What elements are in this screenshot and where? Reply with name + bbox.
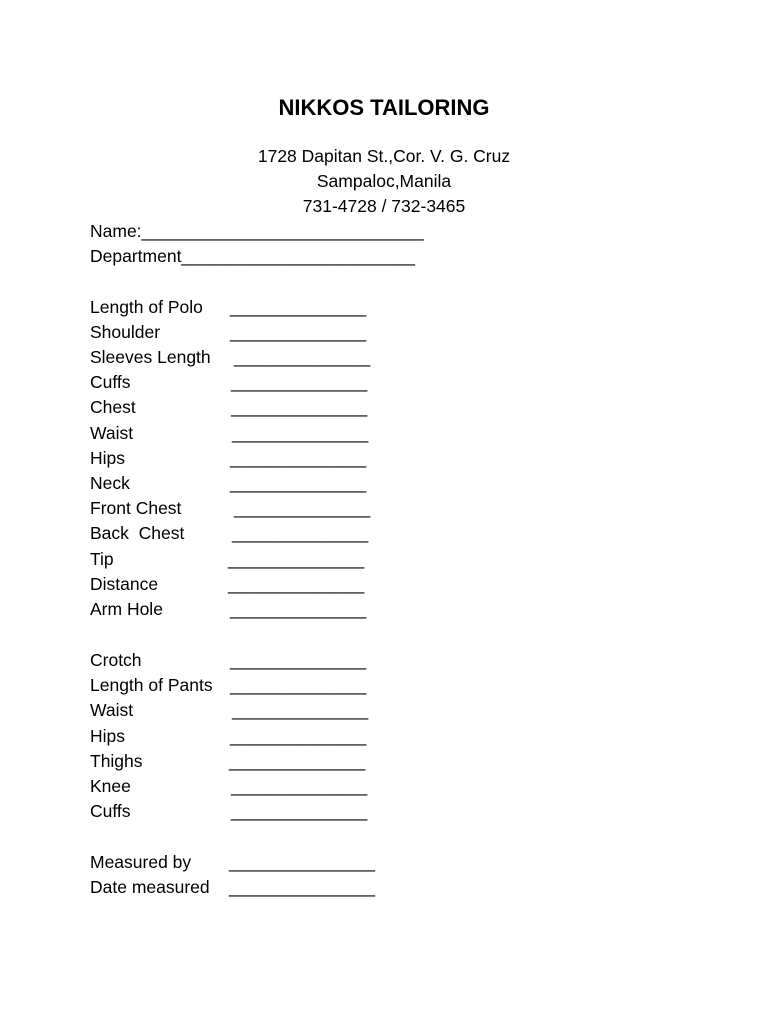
- field-label: Waist: [90, 423, 134, 443]
- entry-blank[interactable]: ______________: [231, 801, 368, 821]
- entry-blank[interactable]: ______________: [234, 498, 371, 518]
- entry-blank[interactable]: _______________: [229, 852, 375, 872]
- field-label: Arm Hole: [90, 599, 163, 619]
- entry-blank[interactable]: ______________: [230, 675, 367, 695]
- field-label: Thighs: [90, 751, 143, 771]
- field-label: Back Chest: [90, 523, 185, 543]
- field-label: Knee: [90, 776, 131, 796]
- field-label: Hips: [90, 726, 126, 746]
- field-label: Cuffs: [90, 801, 131, 821]
- entry-blank[interactable]: ______________: [229, 751, 366, 771]
- entry-blank[interactable]: ______________: [230, 650, 367, 670]
- field-label: Front Chest: [90, 498, 182, 518]
- field-label: Waist: [90, 700, 134, 720]
- field-label: Cuffs: [90, 372, 131, 392]
- entry-blank[interactable]: ______________: [228, 549, 365, 569]
- entry-blank[interactable]: ______________: [230, 473, 367, 493]
- field-label: Hips: [90, 448, 126, 468]
- address-line-2: Sampaloc,Manila: [316, 171, 452, 191]
- entry-blank[interactable]: ______________: [234, 347, 371, 367]
- field-label: Length of Pants: [90, 675, 213, 695]
- entry-blank[interactable]: ______________: [230, 322, 367, 342]
- field-label: Shoulder: [90, 322, 161, 342]
- entry-blank[interactable]: ______________: [228, 574, 365, 594]
- entry-blank[interactable]: ______________: [231, 372, 368, 392]
- address-line-1: 1728 Dapitan St.,Cor. V. G. Cruz: [257, 146, 511, 166]
- entry-blank[interactable]: ______________: [230, 726, 367, 746]
- entry-blank[interactable]: ______________: [232, 523, 369, 543]
- name-field[interactable]: Name:_____________________________: [90, 221, 424, 241]
- field-label: Sleeves Length: [90, 347, 211, 367]
- field-label: Neck: [90, 473, 130, 493]
- entry-blank[interactable]: _______________: [229, 877, 375, 897]
- entry-blank[interactable]: ______________: [232, 700, 369, 720]
- field-label: Distance: [90, 574, 159, 594]
- phone-numbers: 731-4728 / 732-3465: [302, 196, 466, 216]
- form-title: NIKKOS TAILORING: [278, 95, 490, 120]
- field-label: Chest: [90, 397, 136, 417]
- department-field[interactable]: Department________________________: [90, 246, 416, 266]
- entry-blank[interactable]: ______________: [230, 448, 367, 468]
- entry-blank[interactable]: ______________: [231, 397, 368, 417]
- field-label: Tip: [90, 549, 114, 569]
- entry-blank[interactable]: ______________: [232, 423, 369, 443]
- field-label: Measured by: [90, 852, 192, 872]
- entry-blank[interactable]: ______________: [230, 599, 367, 619]
- field-label: Length of Polo: [90, 297, 203, 317]
- entry-blank[interactable]: ______________: [231, 776, 368, 796]
- field-label: Date measured: [90, 877, 210, 897]
- field-label: Crotch: [90, 650, 142, 670]
- entry-blank[interactable]: ______________: [230, 297, 367, 317]
